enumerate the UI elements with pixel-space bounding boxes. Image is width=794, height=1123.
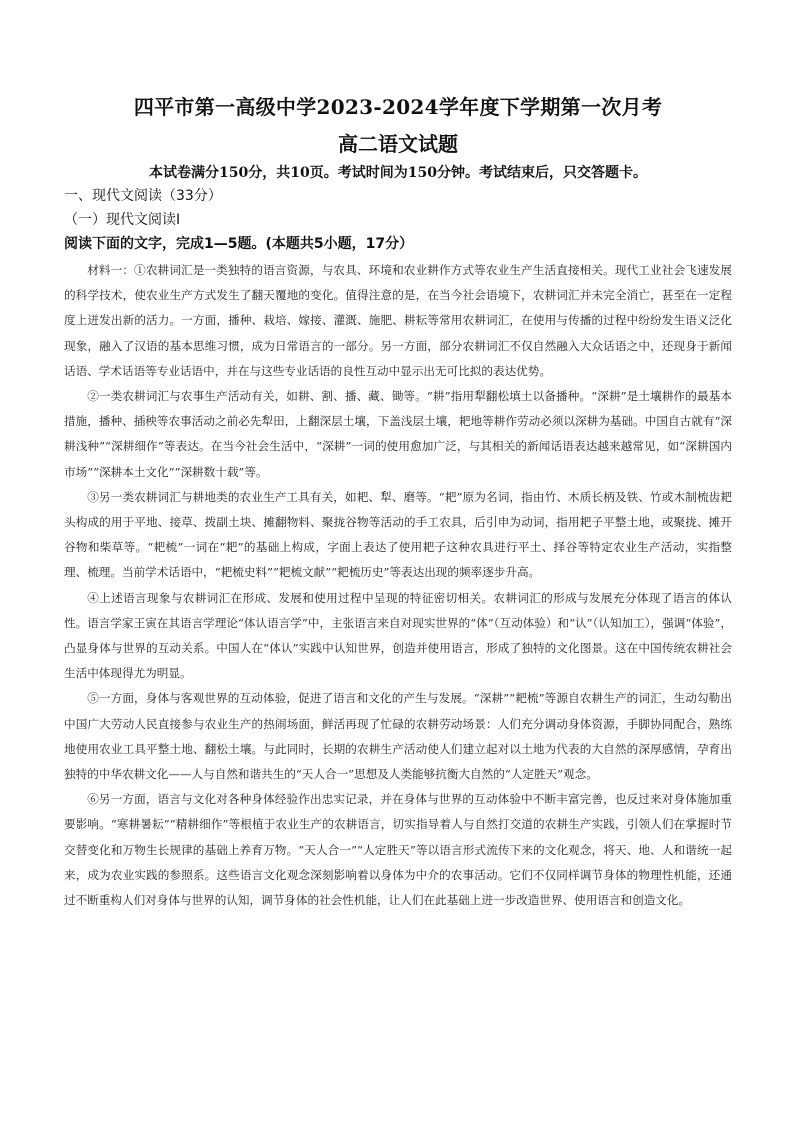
passage-paragraph: ②一类农耕词汇与农事生产活动有关，如耕、割、播、藏、锄等。“耕”指用犁翻松填土以备播种。“深耕”是土壤耕作的最基本措施，播种、插秧等农事活动之前必先犁田，上翻深层土壤，下盖浅层土壤，耙地等耕作劳动必须以深耕为基础。中国自古就有“深耕浅种”“深耕细作”等表达。在当今社会生活中，“深耕”一词的使用愈加广泛，与其相关的新闻话语表达越来越常见，如“深耕国内市场”“深耕本土文化”“深耕数十载”等。 <box>64 389 732 479</box>
reading-instruction: 阅读下面的文字，完成1—5题。(本题共5小题，17分） <box>64 236 414 252</box>
reading-passage <box>64 258 732 913</box>
exam-subtitle: 高二语文试题 <box>338 132 458 156</box>
passage-paragraph: ⑤一方面，身体与客观世界的互动体验，促进了语言和文化的产生与发展。“深耕”“耙梳”等源自农耕生产的词汇，生动勾勒出中国广大劳动人民直接参与农业生产的热闹场面，鲜活再现了忙碌的农耕劳动场景：人们充分调动身体资源，手脚协同配合，熟练地使用农业工具平整土地、翻松土壤。与此同时，长期的农耕生产活动使人们建立起对以土地为代表的大自然的深厚感情，孕育出独特的中华农耕文化——人与自然和谐共生的“天人合一”思想及人类能够抗衡大自然的“人定胜天”观念。 <box>64 691 732 782</box>
passage-paragraph: ⑥另一方面，语言与文化对各种身体经验作出忠实记录，并在身体与世界的互动体验中不断丰富完善，也反过来对身体施加重要影响。“寒耕暑耘”“精耕细作”等根植于农业生产的农耕语言，切实指导着人与自然打交道的农耕生产实践，引领人们在掌握时节交替变化和万物生长规律的基础上养育万物。“天人合一”“人定胜天”等以语言形式流传下来的文化观念，将天、地、人和谐统一起来，成为农业实践的参照系。这些语言文化观念深刻影响着以身体为中介的农事活动。它们不仅同样调节身体的物理性机能，还通过不断重构人们对身体与世界的认知，调节身体的社会性机能，让人们在此基础上进一步改造世界、使用语言和创造文化。 <box>64 792 732 908</box>
exam-title: 四平市第一高级中学2023-2024学年度下学期第一次月考 <box>133 95 663 119</box>
subsection-heading: （一）现代文阅读Ⅰ <box>64 212 181 228</box>
passage-paragraph: ④上述语言现象与农耕词汇在形成、发展和使用过程中呈现的特征密切相关。农耕词汇的形成与发展充分体现了语言的体认性。语言学家王寅在其语言学理论“体认语言学”中，主张语言来自对现实世界的“体”（互动体验）和“认”（认知加工），强调“体验”，凸显身体与世界的互动关系。中国人在“体认”实践中认知世界，创造并使用语言，形成了独特的文化图景。这在中国传统农耕社会生活中体现得尤为明显。 <box>64 590 732 681</box>
passage-paragraph: ③另一类农耕词汇与耕地类的农业生产工具有关，如耙、犁、磨等。“耙”原为名词，指由竹、木质长柄及铁、竹或木制梳齿耙头构成的用于平地、接草、拨副土块、摊翻物料、聚拢谷物等活动的手工农具，后引申为动词，指用耙子平整土地，或聚拢、摊开谷物和柴草等。“耙梳”一词在“耙”的基础上构成，字面上表达了使用耙子这种农具进行平土、择谷等特定农业生产活动，实指整理、梳理。当前学术话语中，“耙梳史料”“耙梳文献”“耙梳历史”等表达出现的频率逐步升高。 <box>64 489 732 580</box>
exam-notice: 本试卷满分150分，共10页。考试时间为150分钟。考试结束后，只交答题卡。 <box>149 165 647 181</box>
passage-paragraph: 材料一：①农耕词汇是一类独特的语言资源，与农具、环境和农业耕作方式等农业生产生活直接相关。现代工业社会飞速发展的科学技术，使农业生产方式发生了翻天覆地的变化。值得注意的是，在当今社会语境下，农耕词汇并未完全消亡，甚至在一定程度上迸发出新的活力。一方面，播种、栽培、嫁接、灌溉、施肥、耕耘等常用农耕词汇，在使用与传播的过程中纷纷发生语义泛化现象，融入了汉语的基本思维习惯，成为日常语言的一部分。另一方面，部分农耕词汇不仅自然融入大众话语之中，还现身于新闻话语、学术话语等专业话语中，并在与这些专业话语的良性互动中显示出无可比拟的表达优势。 <box>64 263 732 378</box>
section-heading: 一、现代文阅读（33分） <box>64 188 222 204</box>
